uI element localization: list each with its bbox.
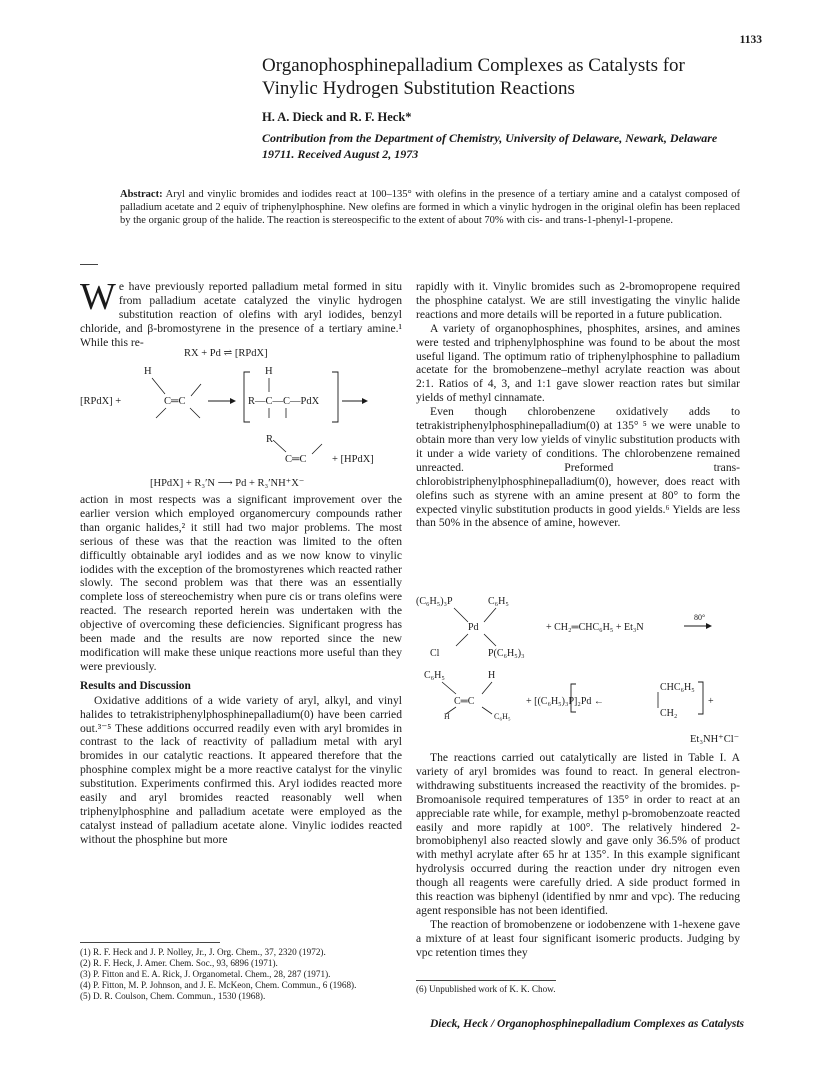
equation-1: RX + Pd ⇌ [RPdX] (184, 348, 268, 359)
scheme-rpdx: [RPdX] + (80, 396, 122, 407)
scheme2-temp: 80° (694, 613, 706, 622)
footnote-rule-right (416, 980, 556, 981)
reaction-scheme-1b (80, 440, 405, 470)
footnote-6: (6) Unpublished work of K. K. Chow. (416, 984, 556, 994)
para-right-2: A variety of organophosphines, phosphites, arsines, and amines were tested and triphenylphosphine was found to be about the most useful ligand. The optimum ratio of triphenylphosphine to palladium acetate for the bromobenzene–methyl acrylate reaction was about 2:1. Ratios of 4, 3, and 1:1 gave slower reaction rates but similar yields of methyl cinnamate. (416, 321, 740, 405)
abstract-label: Abstract: (120, 189, 163, 200)
reaction-scheme-2 (416, 592, 740, 718)
scheme-r: R (266, 434, 274, 445)
scheme2-ch2: CH₂ (660, 708, 678, 718)
scheme2-complex: + [(C₆H₅)₃P]₂Pd ← (526, 696, 604, 707)
svg-text:+: + (708, 696, 714, 707)
authors: H. A. Dieck and R. F. Heck* (262, 110, 412, 124)
para-results: Oxidative additions of a wide variety of aryl, alkyl, and vinyl halides to tetrakistriphenylphosphinepalladium(0) have been carried out.³⁻⁵ These additions occurred readily even with aryl bromides in contrast to the lack of reactivity of palladium metal with aryl bromides in our catalytic reactions. It appeared therefore that the phosphine complex might be a more reactive catalyst for the vinylic substitution. Experiments confirmed this. Aryl iodides reacted more easily and aryl bromides reacted reasonably well when triphenylphosphine and palladium acetate were employed as the catalyst instead of palladium acetate alone. Vinylic iodides reacted without the phosphine but more (80, 693, 402, 846)
scheme2-pph3-right: P(C₆H₅)₃ (488, 648, 525, 659)
footnote-5: (5) D. R. Coulson, Chem. Commun., 1530 (1968). (80, 991, 266, 1001)
para-right-5: The reaction of bromobenzene or iodobenzene with 1-hexene gave a mixture of at least four significant isomeric products. Judging by vpc retention times they (416, 917, 740, 959)
footnotes-right (416, 984, 740, 995)
scheme2-pd: Pd (468, 622, 479, 633)
scheme-bracket-mid: R—C—C—PdX (248, 396, 320, 407)
footnote-3: (3) P. Fitton and E. A. Rick, J. Organometal. Chem., 28, 287 (1971). (80, 969, 331, 979)
para-right-1: rapidly with it. Vinylic bromides such as 2-bromopropene required the phosphine catalyst. We are still investigating the vinylic halide reactions and more details will be reported in a future publication. (416, 280, 740, 321)
scheme2-chc6h5: CHC₆H₅ (660, 682, 695, 693)
scheme2-cl: Cl (430, 648, 440, 659)
scheme-h-2: H (265, 366, 273, 377)
scheme2-c6h5: C₆H₅ (488, 596, 509, 607)
scheme-plus-hpdx: + [HPdX] (332, 454, 374, 465)
para-right-3: Even though chlorobenzene oxidatively adds to tetrakistriphenylphosphinepalladium(0) at 135° ⁵ we were unable to obtain more than very low yields of vinylic substitution products with it under a wide variety of conditions. The chlorobenzene remained unreacted. Preformed trans-chlorobistriphenylphosphinepalladium(0), however, does react with olefins such as styrene with an amine present at 80° to form the expected vinylic substitution products in good yields.⁶ Yields are less than 50% in the absence of amine, however. (416, 405, 740, 530)
page-number: 1133 (739, 34, 762, 46)
scheme2-salt: Et₃NH⁺Cl⁻ (690, 734, 740, 745)
scheme2-c6h5-b: C₆H₅ (424, 670, 445, 681)
article-title: Organophosphinepalladium Complexes as Catalysts for Vinylic Hydrogen Substitution Reactions (262, 55, 685, 99)
footnotes-left (80, 947, 402, 1002)
footnote-rule-left (80, 942, 220, 943)
section-heading: Results and Discussion (80, 679, 191, 692)
scheme-c-eq-c: C═C (164, 396, 186, 407)
abstract (120, 188, 740, 227)
scheme2-pph3-left: (C₆H₅)₃P (416, 596, 453, 607)
scheme2-c-eq-c: C═C (454, 696, 475, 707)
affiliation: Contribution from the Department of Chemistry, University of Delaware, Newark, Delaware 19711. Received August 2, 1973 (262, 131, 718, 161)
equation-3: [HPdX] + R₃′N ⟶ Pd + R₃′NH⁺X⁻ (150, 478, 305, 489)
running-footer: Dieck, Heck / Organophosphinepalladium Complexes as Catalysts (429, 1018, 744, 1030)
footnote-4: (4) P. Fitton, M. P. Johnson, and J. E. McKeon, Chem. Commun., 6 (1968). (80, 980, 357, 990)
right-body-bottom (416, 751, 740, 960)
footnote-2: (2) R. F. Heck, J. Amer. Chem. Soc., 93, 6896 (1971). (80, 958, 278, 968)
intro-text: e have previously reported palladium metal formed in situ from palladium acetate catalyzed the vinylic hydrogen substitution reaction of olefins with aryl iodides, benzyl chloride, and β-bromostyrene in the presence of a tertiary amine.¹ While this re- (80, 280, 402, 349)
drop-cap: W (80, 276, 116, 318)
scheme2-h-b-left: H (444, 712, 450, 721)
para-right-4: The reactions carried out catalytically are listed in Table I. A variety of aryl bromides was found to react. In general electron-withdrawing substituents increased the reactivity of the bromides. p-Bromoanisole required temperatures of 135° in order to react at an appreciable rate while, for example, methyl p-bromobenzoate reacted easily and more rapidly at 100°. The relatively hindered 2-bromobiphenyl also reacted slowly and gave only 36.5% of product with methyl acrylate after 65 hr at 135°. In this example significant hydrolysis occurred during the reaction under dry nitrogen even though all reagents were carefully dried. A side product formed in this reaction was biphenyl (identified by nmr and vpc). The reducing agent responsible has not been identified. (416, 751, 740, 917)
scheme-h-1: H (144, 366, 152, 377)
abstract-text: Aryl and vinylic bromides and iodides react at 100–135° with olefins in the presence of a tertiary amine and a catalyst composed of palladium acetate and 2 equiv of triphenylphosphine. New olefins are formed in which a vinylic hydrogen in the original olefin has been replaced by the organic group of the halide. The reaction is stereospecific to the extent of about 70% with cis- and trans-1-phenyl-1-propene. (120, 189, 740, 226)
scheme2-c6h5-bottom: C₆H₅ (494, 712, 511, 721)
right-body-top (416, 280, 740, 530)
intro-paragraph (80, 276, 402, 350)
scheme-c-eq-c-2: C═C (285, 454, 307, 465)
abstract-rule (80, 264, 98, 265)
footnote-1: (1) R. F. Heck and J. P. Nolley, Jr., J. Org. Chem., 37, 2320 (1972). (80, 947, 326, 957)
scheme2-h-top: H (488, 670, 496, 681)
para-after-scheme: action in most respects was a significant improvement over the earlier version which employed organomercury compounds rather than organic halides,² it still had two major problems. The most serious of these was that the reaction was limited to the often difficultly obtainable aryl iodides and as we now know to vinylic iodides with the exception of the bromostyrenes which reacted rather slowly. The second problem was that there was an essentially complete loss of stereochemistry when pure cis or trans olefins were reacted. The research reported herein was undertaken with the objective of overcoming these deficiencies. Significant progress has been made and the results are now reported since the new modification will make these unique reactions more useful than they were previously. (80, 493, 402, 673)
scheme2-reagents: + CH₂═CHC₆H₅ + Et₃N (546, 622, 644, 633)
left-body (80, 493, 402, 847)
